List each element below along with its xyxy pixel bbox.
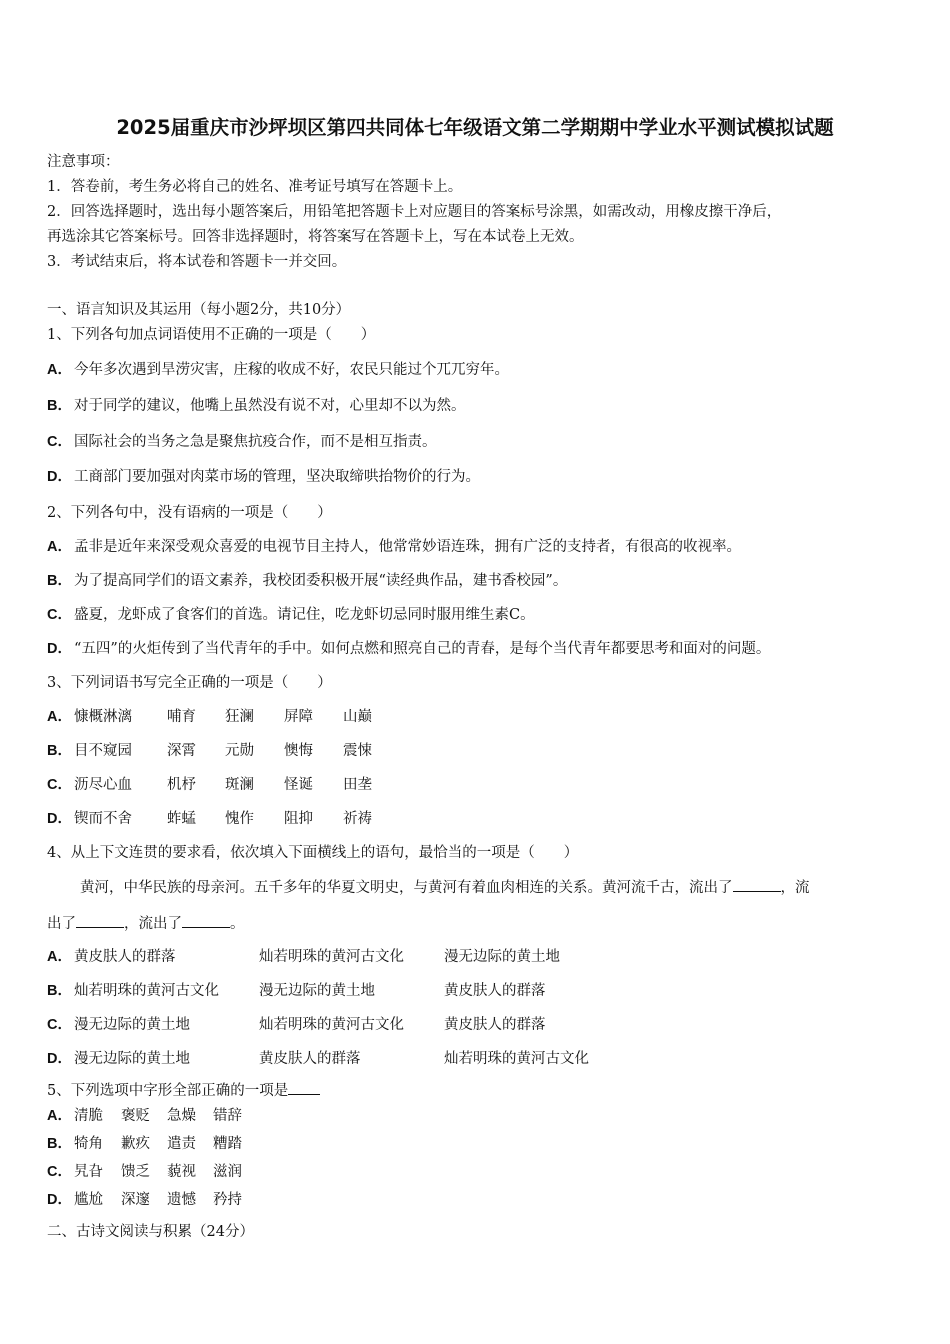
- option-word: 震悚: [343, 743, 372, 759]
- option-word: 懊悔: [284, 743, 313, 759]
- option-part: 灿若明珠的黄河古文化: [74, 983, 219, 999]
- option-word: 犄角: [74, 1136, 103, 1152]
- q4-passage-line-1: [80, 877, 810, 898]
- q2-option-b: [47, 571, 567, 591]
- option-word: 祈祷: [343, 811, 372, 827]
- option-part: 黄皮肤人的群落: [444, 1017, 546, 1033]
- option-part: 黄皮肤人的群落: [444, 983, 546, 999]
- notice-item-2-cont: 再选涂其它答案标号。回答非选择题时，将答案写在答题卡上，写在本试卷上无效。: [47, 229, 584, 245]
- option-part: 灿若明珠的黄河古文化: [259, 1017, 404, 1033]
- option-word: 尴尬: [74, 1192, 103, 1208]
- option-letter: B．: [47, 1136, 72, 1152]
- option-text: 国际社会的当务之急是聚焦抗疫合作，而不是相互指责。: [74, 434, 437, 450]
- fill-blank: [288, 1080, 320, 1095]
- q1-stem: 1、下列各句加点词语使用不正确的一项是（ ）: [47, 327, 376, 343]
- option-text: 对于同学的建议，他嘴上虽然没有说不对，心里却不以为然。: [74, 398, 466, 414]
- option-text: 孟非是近年来深受观众喜爱的电视节目主持人，他常常妙语连珠，拥有广泛的支持者，有很高的收视率。: [74, 539, 741, 555]
- option-word: 蚱蜢: [167, 811, 196, 827]
- option-word: 矜持: [213, 1192, 242, 1208]
- option-word: 深霄: [167, 743, 196, 759]
- passage-text: 。: [230, 916, 245, 932]
- option-word: 滋润: [213, 1164, 242, 1180]
- option-letter: C．: [47, 434, 72, 450]
- option-word: 怪诞: [284, 777, 313, 793]
- option-word: 屏障: [284, 709, 313, 725]
- option-letter: A．: [47, 539, 72, 555]
- q3-stem: 3、下列词语书写完全正确的一项是（ ）: [47, 675, 332, 691]
- option-letter: A．: [47, 1108, 72, 1124]
- option-word: 斑澜: [225, 777, 254, 793]
- notice-item-3: 3．考试结束后，将本试卷和答题卡一并交回。: [47, 254, 347, 270]
- option-letter: A．: [47, 949, 72, 965]
- q4-passage-line-2: [47, 913, 245, 934]
- option-part: 漫无边际的黄土地: [259, 983, 375, 999]
- q5-stem-line: [47, 1080, 320, 1101]
- option-text: “五四”的火炬传到了当代青年的手中。如何点燃和照亮自己的青春，是每个当代青年都要思考和面对的问题。: [74, 641, 771, 657]
- option-letter: C．: [47, 777, 72, 793]
- option-word: 清脆: [74, 1108, 103, 1124]
- option-letter: B．: [47, 398, 72, 414]
- option-word: 褒贬: [121, 1108, 150, 1124]
- option-text: 今年多次遇到旱涝灾害，庄稼的收成不好，农民只能过个兀兀穷年。: [74, 362, 509, 378]
- option-word: 遣责: [167, 1136, 196, 1152]
- option-word: 馈乏: [121, 1164, 150, 1180]
- option-word: 锲而不舍: [74, 811, 132, 827]
- option-word: 旯旮: [74, 1164, 103, 1180]
- option-word: 糟踏: [213, 1136, 242, 1152]
- option-word: 急燥: [167, 1108, 196, 1124]
- option-letter: C．: [47, 607, 72, 623]
- q2-option-a: [47, 537, 741, 557]
- fill-blank: [733, 877, 781, 892]
- option-word: 山巅: [343, 709, 372, 725]
- option-word: 沥尽心血: [74, 777, 132, 793]
- option-text: 为了提高同学们的语文素养，我校团委积极开展“读经典作品，建书香校园”。: [74, 573, 568, 589]
- q2-option-c: [47, 605, 535, 625]
- option-word: 错辞: [213, 1108, 242, 1124]
- option-word: 愧作: [225, 811, 254, 827]
- passage-text: ，流: [780, 880, 810, 896]
- option-word: 机杼: [167, 777, 196, 793]
- option-part: 黄皮肤人的群落: [259, 1051, 361, 1067]
- passage-text: ，流出了: [124, 916, 182, 932]
- option-word: 哺育: [167, 709, 196, 725]
- option-word: 元勋: [225, 743, 254, 759]
- option-letter: B．: [47, 743, 72, 759]
- section-1-heading: 一、语言知识及其运用（每小题2分，共10分）: [47, 302, 351, 318]
- notice-item-1: 1．答卷前，考生务必将自己的姓名、准考证号填写在答题卡上。: [47, 179, 463, 195]
- option-part: 灿若明珠的黄河古文化: [259, 949, 404, 965]
- option-letter: D．: [47, 1051, 72, 1067]
- option-letter: C．: [47, 1017, 72, 1033]
- q1-option-a: [47, 360, 509, 380]
- option-part: 漫无边际的黄土地: [444, 949, 560, 965]
- q5-stem: 5、下列选项中字形全部正确的一项是: [47, 1083, 289, 1099]
- page-title: 2025届重庆市沙坪坝区第四共同体七年级语文第二学期期中学业水平测试模拟试题: [116, 116, 834, 139]
- q1-option-c: [47, 432, 437, 452]
- option-letter: C．: [47, 1164, 72, 1180]
- option-letter: D．: [47, 1192, 72, 1208]
- option-part: 漫无边际的黄土地: [74, 1017, 190, 1033]
- option-word: 田垄: [343, 777, 372, 793]
- q2-option-d: [47, 639, 770, 659]
- option-part: 漫无边际的黄土地: [74, 1051, 190, 1067]
- q2-stem: 2、下列各句中，没有语病的一项是（ ）: [47, 505, 332, 521]
- option-text: 工商部门要加强对肉菜市场的管理，坚决取缔哄抬物价的行为。: [74, 469, 480, 485]
- q1-option-b: [47, 396, 466, 416]
- option-word: 阻抑: [284, 811, 313, 827]
- option-part: 灿若明珠的黄河古文化: [444, 1051, 589, 1067]
- option-letter: A．: [47, 362, 72, 378]
- option-word: 歉疚: [121, 1136, 150, 1152]
- fill-blank: [182, 913, 230, 928]
- option-word: 慷概淋漓: [74, 709, 132, 725]
- option-letter: D．: [47, 641, 72, 657]
- passage-text: 出了: [47, 916, 76, 932]
- option-letter: B．: [47, 983, 72, 999]
- option-letter: D．: [47, 469, 72, 485]
- notice-heading: 注意事项：: [47, 154, 120, 170]
- fill-blank: [76, 913, 124, 928]
- passage-text: 黄河，中华民族的母亲河。五千多年的华夏文明史，与黄河有着血肉相连的关系。黄河流千古，流出了: [80, 880, 733, 896]
- option-word: 深邃: [121, 1192, 150, 1208]
- option-word: 遗憾: [167, 1192, 196, 1208]
- option-word: 目不窥园: [74, 743, 132, 759]
- option-letter: B．: [47, 573, 72, 589]
- q4-stem: 4、从上下文连贯的要求看，依次填入下面横线上的语句，最恰当的一项是（ ）: [47, 845, 579, 861]
- option-part: 黄皮肤人的群落: [74, 949, 176, 965]
- q1-option-d: [47, 467, 480, 487]
- option-word: 狂澜: [225, 709, 254, 725]
- option-letter: D．: [47, 811, 72, 827]
- section-2-heading: 二、古诗文阅读与积累（24分）: [47, 1224, 254, 1240]
- option-word: 藐视: [167, 1164, 196, 1180]
- option-text: 盛夏，龙虾成了食客们的首选。请记住，吃龙虾切忌同时服用维生素C。: [74, 607, 535, 623]
- notice-item-2: 2．回答选择题时，选出每小题答案后，用铅笔把答题卡上对应题目的答案标号涂黑，如需改动，用橡皮擦干净后，: [47, 204, 782, 220]
- option-letter: A．: [47, 709, 72, 725]
